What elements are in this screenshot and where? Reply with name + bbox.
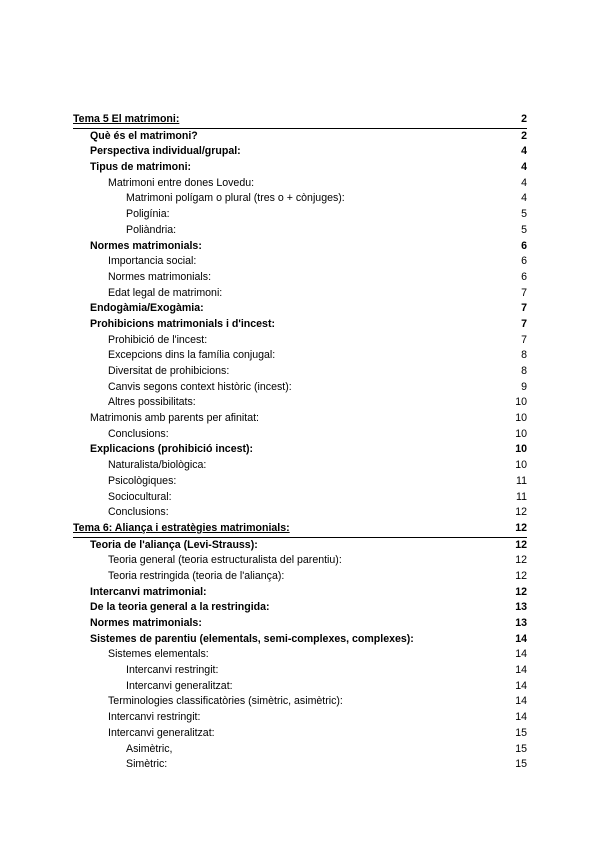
toc-entry[interactable]: [73, 757, 527, 773]
toc-entry-title: Psicològiques:: [108, 474, 177, 487]
toc-entry-title: Normes matrimonials:: [90, 617, 202, 629]
toc-entry-title: Explicacions (prohibició incest):: [90, 443, 254, 456]
toc-entry-title: Matrimoni polígam o plural (tres o + cònjuges):: [126, 192, 345, 205]
toc-entry-title: Sistemes de parentiu (elementals, semi-complexes, complexes):: [90, 632, 414, 645]
toc-entry-page-number: 10: [515, 412, 527, 425]
toc-entry[interactable]: [73, 585, 527, 601]
toc-entry[interactable]: [73, 112, 527, 129]
toc-entry-title: Sociocultural:: [108, 490, 172, 503]
toc-entry-title: Canvis segons context històric (incest):: [108, 380, 292, 393]
toc-entry-page-number: 12: [515, 569, 527, 582]
toc-entry-title: Importancia social:: [108, 255, 197, 268]
toc-entry-title: Tema 5 El matrimoni:: [73, 113, 180, 125]
toc-entry[interactable]: [73, 160, 527, 176]
toc-entry-page-number: 12: [515, 521, 527, 534]
toc-entry[interactable]: [73, 427, 527, 443]
toc-entry-title: Excepcions dins la família conjugal:: [108, 349, 276, 362]
toc-entry[interactable]: [73, 474, 527, 490]
toc-entry[interactable]: [73, 538, 527, 554]
toc-entry[interactable]: [73, 505, 527, 521]
toc-entry[interactable]: [73, 411, 527, 427]
toc-entry[interactable]: [73, 270, 527, 286]
toc-entry-title: Intercanvi restringit:: [126, 664, 219, 677]
toc-entry[interactable]: [73, 710, 527, 726]
toc-entry[interactable]: [73, 144, 527, 160]
toc-entry-page-number: 4: [521, 192, 527, 205]
toc-entry-title: Altres possibilitats:: [108, 396, 196, 409]
toc-entry[interactable]: [73, 395, 527, 411]
toc-entry[interactable]: [73, 694, 527, 710]
toc-entry-page-number: 13: [515, 601, 527, 614]
toc-entry-page-number: 11: [516, 490, 527, 503]
toc-entry-page-number: 15: [515, 726, 527, 739]
toc-entry-title: Teoria restringida (teoria de l'aliança):: [108, 569, 285, 582]
toc-entry-page-number: 10: [515, 427, 527, 440]
toc-entry[interactable]: [73, 647, 527, 663]
toc-entry-title: Perspectiva individual/grupal:: [90, 145, 241, 158]
toc-entry-page-number: 4: [521, 145, 527, 158]
toc-entry[interactable]: [73, 679, 527, 695]
toc-entry-page-number: 12: [515, 585, 527, 598]
toc-entry-title: Diversitat de prohibicions:: [108, 365, 230, 377]
toc-entry-title: Prohibició de l'incest:: [108, 333, 208, 346]
toc-entry-title: Matrimoni entre dones Lovedu:: [108, 176, 255, 189]
toc-entry-page-number: 15: [515, 758, 527, 771]
toc-entry-title: Conclusions:: [108, 506, 169, 519]
toc-entry[interactable]: [73, 663, 527, 679]
toc-entry[interactable]: [73, 129, 527, 145]
toc-entry-page-number: 2: [521, 113, 527, 125]
toc-entry-title: Asimètric,: [126, 742, 173, 755]
toc-entry-title: Prohibicions matrimonials i d'incest:: [90, 317, 276, 330]
toc-entry-page-number: 14: [515, 679, 527, 692]
toc-entry-page-number: 7: [521, 286, 527, 299]
toc-entry[interactable]: [73, 223, 527, 239]
toc-entry-page-number: 8: [521, 365, 527, 377]
toc-entry-page-number: 14: [515, 664, 527, 677]
toc-entry[interactable]: [73, 616, 527, 632]
toc-entry[interactable]: [73, 521, 527, 538]
toc-entry-page-number: 14: [515, 695, 527, 708]
toc-entry-title: Normes matrimonials:: [108, 270, 212, 283]
toc-entry-title: Endogàmia/Exogàmia:: [90, 302, 204, 315]
toc-entry-page-number: 6: [521, 239, 527, 252]
toc-entry-page-number: 11: [516, 474, 527, 487]
toc-entry-page-number: 13: [515, 617, 527, 629]
toc-entry-page-number: 14: [515, 711, 527, 724]
toc-entry[interactable]: [73, 239, 527, 255]
toc-entry[interactable]: [73, 742, 527, 758]
toc-entry-title: Sistemes elementals:: [108, 648, 209, 661]
toc-entry-title: Intercanvi restringit:: [108, 711, 201, 724]
toc-entry-title: Conclusions:: [108, 427, 169, 440]
toc-entry[interactable]: [73, 207, 527, 223]
toc-entry-title: De la teoria general a la restringida:: [90, 601, 270, 614]
toc-entry-title: Tema 6: Aliança i estratègies matrimonials:: [73, 521, 290, 534]
toc-entry-page-number: 7: [521, 333, 527, 346]
toc-entry[interactable]: [73, 458, 527, 474]
toc-entry-page-number: 10: [515, 459, 527, 472]
toc-entry[interactable]: [73, 301, 527, 317]
toc-entry-page-number: 7: [521, 317, 527, 330]
toc-entry-title: Tipus de matrimoni:: [90, 161, 192, 174]
toc-entry-page-number: 4: [521, 176, 527, 189]
toc-entry-title: Teoria de l'aliança (Levi-Strauss):: [90, 538, 258, 551]
toc-entry[interactable]: [73, 317, 527, 333]
toc-entry[interactable]: [73, 490, 527, 506]
toc-entry-page-number: 2: [521, 129, 527, 142]
toc-entry-title: Naturalista/biològica:: [108, 459, 207, 472]
toc-entry-page-number: 6: [521, 270, 527, 283]
toc-entry[interactable]: [73, 191, 527, 207]
toc-entry-page-number: 5: [521, 208, 527, 221]
toc-entry-title: Poligínia:: [126, 208, 170, 221]
toc-entry[interactable]: [73, 348, 527, 364]
toc-entry-page-number: 12: [515, 538, 527, 551]
toc-entry-title: Simètric:: [126, 758, 168, 771]
toc-entry-page-number: 14: [515, 648, 527, 661]
toc-entry-title: Poliàndria:: [126, 223, 177, 236]
toc-entry[interactable]: [73, 333, 527, 349]
toc-entry-page-number: 4: [521, 161, 527, 174]
toc-entry[interactable]: [73, 176, 527, 192]
toc-entry[interactable]: [73, 632, 527, 648]
toc-entry-title: Intercanvi matrimonial:: [90, 585, 207, 598]
toc-entry-title: Intercanvi generalitzat:: [108, 726, 215, 739]
toc-entry-page-number: 12: [515, 506, 527, 519]
toc-entry[interactable]: [73, 286, 527, 302]
toc-entry[interactable]: [73, 364, 527, 380]
toc-entry[interactable]: [73, 726, 527, 742]
toc-entry-title: Què és el matrimoni?: [90, 129, 198, 142]
toc-entry-page-number: 15: [515, 742, 527, 755]
toc-entry-page-number: 7: [521, 302, 527, 315]
toc-entry-page-number: 6: [521, 255, 527, 268]
toc-entry[interactable]: [73, 442, 527, 458]
toc-entry[interactable]: [73, 254, 527, 270]
toc-entry-page-number: 12: [515, 554, 527, 567]
toc-entry[interactable]: [73, 553, 527, 569]
toc-entry[interactable]: [73, 380, 527, 396]
toc-entry-title: Edat legal de matrimoni:: [108, 286, 223, 299]
toc-entry-title: Matrimonis amb parents per afinitat:: [90, 412, 259, 425]
toc-entry[interactable]: [73, 569, 527, 585]
toc-entry-page-number: 10: [515, 443, 527, 456]
toc-entry-title: Terminologies classificatòries (simètric, asimètric):: [108, 695, 343, 708]
toc-entry-page-number: 10: [515, 396, 527, 409]
toc-entry-page-number: 8: [521, 349, 527, 362]
table-of-contents: [73, 112, 527, 773]
toc-entry-page-number: 5: [521, 223, 527, 236]
toc-entry-title: Teoria general (teoria estructuralista del parentiu):: [108, 554, 342, 567]
toc-entry-title: Normes matrimonials:: [90, 239, 202, 252]
toc-entry-page-number: 9: [521, 380, 527, 393]
toc-entry-page-number: 14: [515, 632, 527, 645]
toc-entry-title: Intercanvi generalitzat:: [126, 679, 233, 692]
toc-entry[interactable]: [73, 600, 527, 616]
